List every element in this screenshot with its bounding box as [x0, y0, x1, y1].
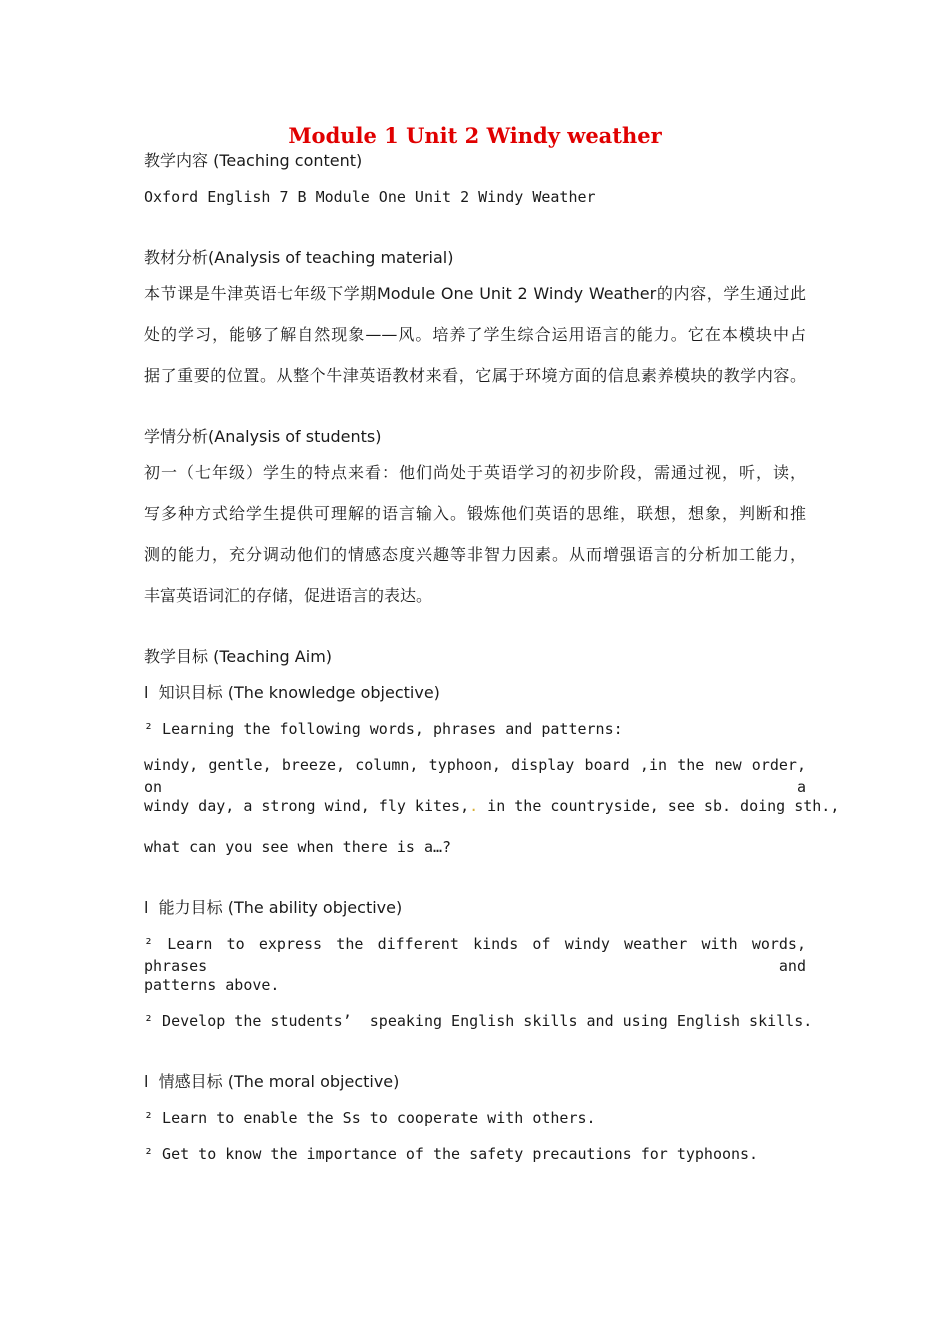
content-text: Oxford English 7 B Module One Unit 2 Windy Weather	[144, 188, 596, 206]
aim-heading: 教学目标 (Teaching Aim)	[144, 647, 333, 666]
content-heading: 教学内容 (Teaching content)	[144, 151, 363, 170]
knowledge-line-split	[144, 795, 840, 817]
document-title: Module 1 Unit 2 Windy weather	[288, 123, 662, 148]
knowledge-line-part: in the countryside, see sb. doing sth.,	[478, 797, 840, 815]
moral-heading: l 情感目标 (The moral objective)	[144, 1072, 400, 1091]
material-line: 处的学习，能够了解自然现象——风。培养了学生综合运用语言的能力。它在本模块中占	[144, 325, 806, 344]
ability-line: ² Learn to express the different kinds of windy weather with words, phrases and	[144, 935, 806, 975]
knowledge-line: windy, gentle, breeze, column, typhoon, display board ,in the new order, on a	[144, 756, 806, 796]
students-line: 写多种方式给学生提供可理解的语言输入。锻炼他们英语的思维，联想，想象，判断和推	[144, 504, 806, 523]
ability-heading: l 能力目标 (The ability objective)	[144, 898, 403, 917]
material-line: 本节课是牛津英语七年级下学期Module One Unit 2 Windy Weather的内容，学生通过此	[144, 284, 806, 303]
moral-line: ² Learn to enable the Ss to cooperate with others.	[144, 1109, 596, 1127]
students-line: 初一（七年级）学生的特点来看：他们尚处于英语学习的初步阶段，需通过视，听，读，	[144, 463, 806, 482]
students-line: 丰富英语词汇的存储，促进语言的表达。	[144, 586, 433, 605]
knowledge-dot: .	[469, 797, 479, 815]
ability-line: ² Develop the students’ speaking English skills and using English skills.	[144, 1012, 813, 1030]
ability-line: patterns above.	[144, 976, 280, 994]
material-heading: 教材分析(Analysis of teaching material)	[144, 248, 454, 267]
knowledge-heading: l 知识目标 (The knowledge objective)	[144, 683, 440, 702]
knowledge-line: what can you see when there is a…?	[144, 838, 452, 856]
material-line: 据了重要的位置。从整个牛津英语教材来看，它属于环境方面的信息素养模块的教学内容。	[144, 366, 806, 385]
students-heading: 学情分析(Analysis of students)	[144, 427, 382, 446]
knowledge-item: ² Learning the following words, phrases and patterns:	[144, 720, 623, 738]
students-line: 测的能力，充分调动他们的情感态度兴趣等非智力因素。从而增强语言的分析加工能力，	[144, 545, 806, 564]
moral-line: ² Get to know the importance of the safety precautions for typhoons.	[144, 1145, 759, 1163]
knowledge-line-part: windy day, a strong wind, fly kites,	[144, 797, 470, 815]
